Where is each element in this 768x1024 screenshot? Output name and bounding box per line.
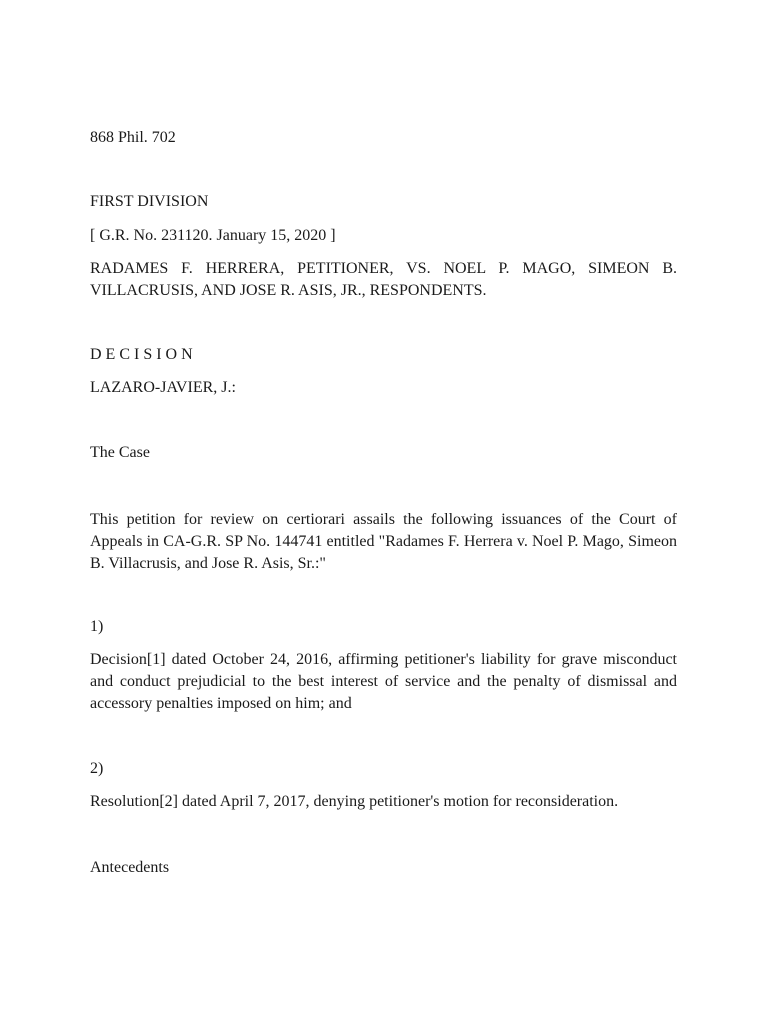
- section-heading-antecedents: Antecedents: [90, 859, 170, 876]
- decision-heading: D E C I S I O N: [90, 346, 193, 363]
- list-item-text: Decision[1] dated October 24, 2016, affirming petitioner's liability for grave misconduct and conduct prejudicial to the best interest of service and the penalty of dismissal and accessory penalties imposed on him; and: [90, 651, 677, 712]
- ponente: LAZARO-JAVIER, J.:: [90, 379, 236, 396]
- parties: RADAMES F. HERRERA, PETITIONER, VS. NOEL P. MAGO, SIMEON B. VILLACRUSIS, AND JOSE R. ASIS, JR., RESPONDENTS.: [90, 260, 677, 299]
- list-item-number: 1): [90, 618, 104, 635]
- citation: 868 Phil. 702: [90, 129, 176, 146]
- intro-paragraph: This petition for review on certiorari assails the following issuances of the Court of Appeals in CA-G.R. SP No. 144741 entitled "Radames F. Herrera v. Noel P. Mago, Simeon B. Villacrusis, and Jose R. Asis, Sr.:": [90, 511, 677, 572]
- division-heading: FIRST DIVISION: [90, 193, 209, 210]
- case-number: [ G.R. No. 231120. January 15, 2020 ]: [90, 227, 336, 244]
- list-item-number: 2): [90, 760, 104, 777]
- list-item-text: Resolution[2] dated April 7, 2017, denying petitioner's motion for reconsideration.: [90, 793, 619, 810]
- section-heading-the-case: The Case: [90, 444, 150, 461]
